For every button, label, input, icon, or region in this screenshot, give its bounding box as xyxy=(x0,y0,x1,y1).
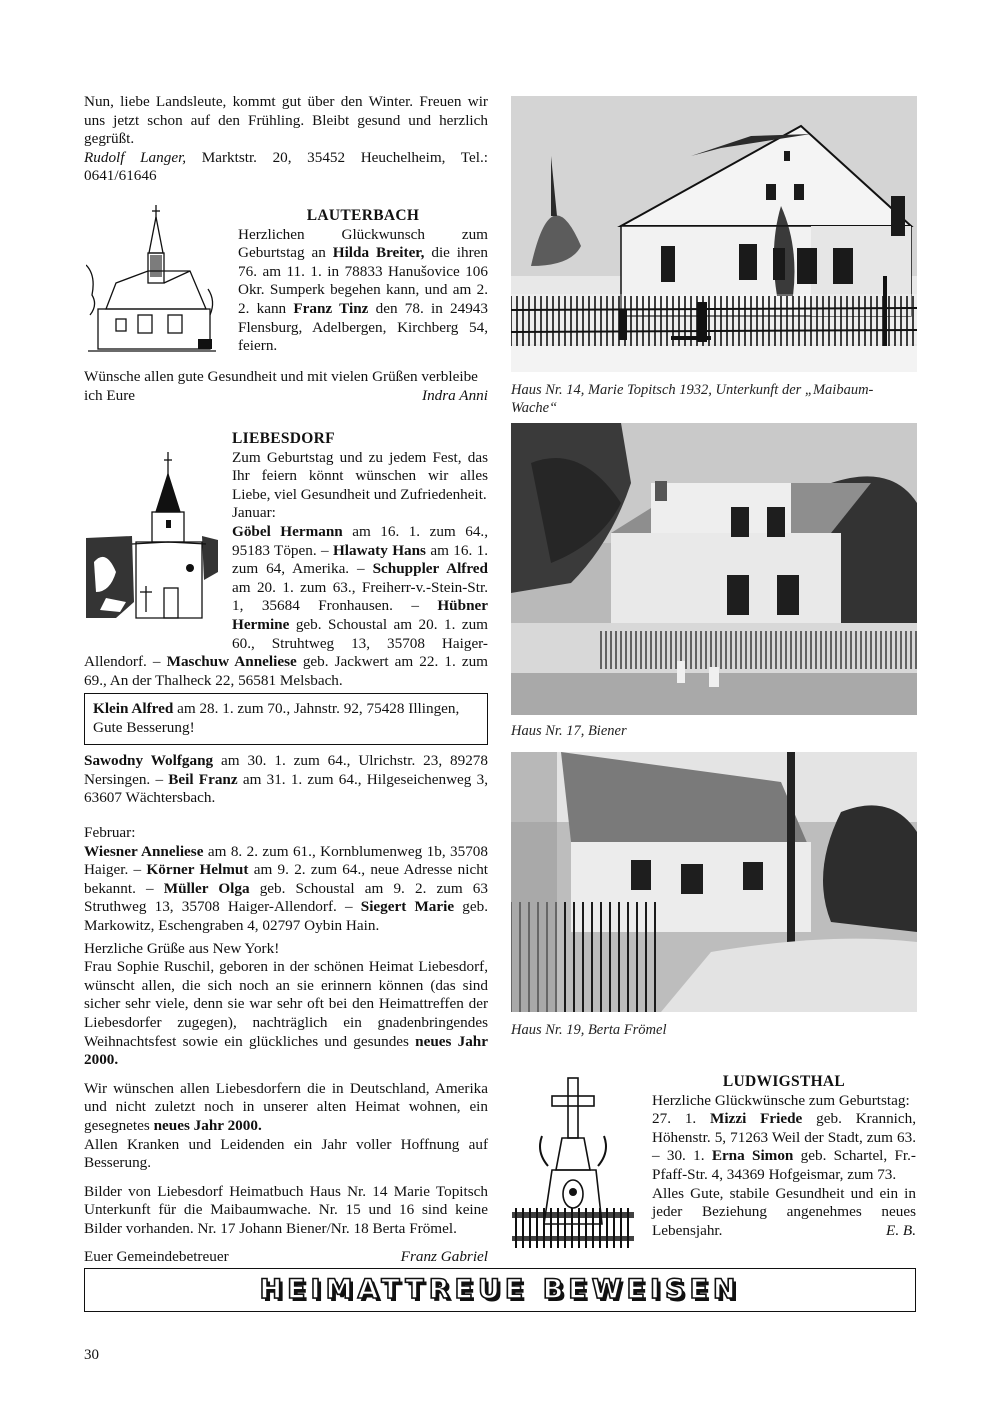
jan-7-name: Beil Franz xyxy=(168,770,238,788)
photo-haus-19 xyxy=(511,752,917,1012)
ny-bold: neues Jahr 2000. xyxy=(84,1032,488,1069)
highlight-box xyxy=(84,693,488,745)
box-name: Klein Alfred xyxy=(93,700,174,717)
liebesdorf-closing xyxy=(84,1248,488,1267)
page-number: 30 xyxy=(84,1347,99,1363)
caption-haus-17: Haus Nr. 17, Biener xyxy=(511,723,627,739)
ludwigsthal-wish xyxy=(652,1185,916,1241)
ludwigsthal-section xyxy=(652,1073,916,1240)
jan-4-text: geb. Schoustal am 20. 1. zum 60., Struhtweg 13, 35708 Haiger-Allendorf. – xyxy=(84,615,488,671)
ludwigsthal-initials: E. B. xyxy=(886,1221,916,1239)
lauterbach-church-illustration xyxy=(86,205,218,353)
liebesdorf-february xyxy=(84,824,488,1267)
lauterbach-text-a: Herzlichen Glückwunsch zum Geburtstag an xyxy=(238,225,488,262)
intro-author-name: Rudolf Langer, xyxy=(84,148,187,166)
pictures-text: Bilder von Liebesdorf Heimatbuch Haus Nr. 14 Marie Topitsch Unterkunft für die Maibaumwache. Nr. 15 und 16 sind keine Bilder vorhanden. Nr. 17 Johann Biener/Nr. 18 Berta Frömel. xyxy=(84,1182,488,1237)
feb-3-text: geb. Schoustal am 9. 2. zum 63 Struthweg 13, 35708 Haiger-Allendorf. – xyxy=(84,879,488,916)
lauterbach-heading: LAUTERBACH xyxy=(306,207,420,224)
jan-7-text: am 31. 1. zum 64., Hilgeseichenweg 3, 63607 Wächtersbach. xyxy=(84,770,489,807)
jan-4-name: Hübner Hermine xyxy=(232,597,488,633)
ludwigsthal-entries xyxy=(652,1110,916,1184)
intro-author-address: Marktstr. 20, 35452 Heuchelheim, Tel.: 0641/61646 xyxy=(84,148,488,185)
feb-4-name: Siegert Marie xyxy=(360,898,455,916)
late-january-list xyxy=(84,752,488,808)
ludwigsthal-name-1: Mizzi Friede xyxy=(710,1110,803,1128)
banner-text: HEIMATTREUE BEWEISEN xyxy=(259,1273,741,1305)
photo-haus-14 xyxy=(511,96,917,372)
liebesdorf-closing-label: Euer Gemeindebetreuer xyxy=(84,1248,229,1266)
jan-2-text: am 16. 1. zum 64, Amerika. – xyxy=(232,541,488,578)
lauterbach-person-2: Franz Tinz xyxy=(293,299,369,317)
jan-3-text: am 20. 1. zum 63., Freiherr-v.-Stein-Str. 1, 35684 Fronhausen. – xyxy=(232,578,488,615)
feb-1-text: am 8. 2. zum 61., Kornblumenweg 1b, 35708 Haiger. – xyxy=(84,842,488,879)
jan-6-text: am 30. 1. zum 64., Ulrichstr. 23, 89278 Nersingen. – xyxy=(84,752,488,788)
jan-5-name: Maschuw Anneliese xyxy=(166,653,297,671)
jan-1-name: Göbel Hermann xyxy=(232,522,343,540)
february-list xyxy=(84,843,488,936)
lauterbach-closing xyxy=(84,368,488,405)
liebesdorf-late-january xyxy=(84,752,488,808)
wish-text xyxy=(84,1080,488,1136)
liebesdorf-january-text xyxy=(84,449,488,691)
caption-haus-19: Haus Nr. 19, Berta Frömel xyxy=(511,1022,667,1038)
lauterbach-text-c: den 78. in 24943 Flensburg, Adelbergen, Kirchberg 54, feiern. xyxy=(238,299,488,355)
feb-2-text: am 9. 2. zum 64., neue Adresse nicht bekannt. – xyxy=(84,861,489,897)
intro-greeting: Nun, liebe Landsleute, kommt gut über den Winter. Freuen wir uns jetzt schon auf den Frühling. Bleibt gesund und herzlich gegrüßt. xyxy=(84,93,488,148)
caption-haus-14: Haus Nr. 14, Marie Topitsch 1932, Unterkunft der „Maibaum-Wache“ xyxy=(511,382,874,416)
new-york-heading: Herzliche Grüße aus New York! xyxy=(84,939,280,957)
sick-text: Allen Kranken und Leidenden ein Jahr voller Hoffnung auf Besserung. xyxy=(84,1135,488,1172)
ny-text: Frau Sophie Ruschil, geboren in der schönen Heimat Liebesdorf, wünscht allen, die sich noch an sie erinnern können (das sind sicher sehr viele, denn sie war sehr oft bei den Heimattreffen der Liebesdorfer zugegen), nachträglich ein gnadenbringendes Weihnachtsfest sowie ein glückliches und gesundes xyxy=(84,958,488,1050)
ludwigsthal-date-1: 27. 1. xyxy=(652,1110,711,1128)
lauterbach-greeting xyxy=(238,226,488,356)
lauterbach-closing-line-2: ich Eure xyxy=(84,386,136,404)
liebesdorf-section xyxy=(84,430,488,690)
lauterbach-signature: Indra Anni xyxy=(422,386,488,404)
intro-author xyxy=(84,149,488,186)
ludwigsthal-text-2: geb. Schartel, Fr.-Pfaff-Str. 4, 34369 Hofgeismar, zum 73. xyxy=(652,1147,916,1183)
wish-body: Wir wünschen allen Liebesdorfern die in Deutschland, Amerika und nicht zuletzt noch in unserer alten Heimat wohnen, ein gesegnetes xyxy=(84,1079,488,1134)
feb-3-name: Müller Olga xyxy=(163,879,250,897)
lauterbach-closing-line-1: Wünsche allen gute Gesundheit und mit vielen Grüßen verbleibe xyxy=(84,368,478,385)
jan-2-name: Hlawaty Hans xyxy=(332,541,426,559)
feb-4-text: geb. Markowitz, Eschengraben 4, 02797 Oybin Hain. xyxy=(84,898,488,934)
liebesdorf-signature: Franz Gabriel xyxy=(400,1248,488,1266)
jan-3-name: Schuppler Alfred xyxy=(372,560,488,578)
ludwigsthal-wish-text: Alles Gute, stabile Gesundheit und ein in jeder Beziehung angenehmes neues Lebensjahr. xyxy=(652,1184,916,1239)
ludwigsthal-intro: Herzliche Glückwünsche zum Geburtstag: xyxy=(652,1091,910,1109)
ludwigsthal-cross-illustration xyxy=(512,1074,634,1252)
liebesdorf-illustration-spacer xyxy=(84,449,232,639)
photo-haus-17 xyxy=(511,423,917,715)
feb-2-name: Körner Helmut xyxy=(146,861,249,879)
liebesdorf-heading: LIEBESDORF xyxy=(232,430,335,447)
wish-bold: neues Jahr 2000. xyxy=(153,1116,262,1134)
liebesdorf-january-label: Januar: xyxy=(232,504,276,522)
lauterbach-person-1: Hilda Breiter, xyxy=(332,244,425,262)
jan-5-text: geb. Jackwert am 22. 1. zum 69., An der Thalheck 22, 56581 Melsbach. xyxy=(84,653,488,689)
new-york-text xyxy=(84,958,488,1070)
ludwigsthal-heading: LUDWIGSTHAL xyxy=(722,1073,846,1090)
feb-1-name: Wiesner Anneliese xyxy=(84,842,204,860)
jan-6-name: Sawodny Wolfgang xyxy=(84,752,214,769)
ludwigsthal-name-2: Erna Simon xyxy=(711,1147,794,1165)
highlight-box-text xyxy=(93,700,479,737)
lauterbach-section xyxy=(238,207,488,356)
banner xyxy=(84,1268,916,1312)
liebesdorf-intro: Zum Geburtstag und zu jedem Fest, das Ihr feiern könnt wünschen wir alles Liebe, viel Gesundheit und Zufriedenheit. xyxy=(232,448,488,503)
ludwigsthal-text-1: geb. Krannich, Höhenstr. 5, 71263 Weil der Stadt, zum 63. – 30. 1. xyxy=(652,1110,917,1165)
lauterbach-text-b: die ihren 76. am 11. 1. in 78833 Hanušovice 106 Okr. Sumperk begehen kann, und am 2. 2. kann xyxy=(238,244,488,317)
february-label: Februar: xyxy=(84,824,136,841)
box-text: am 28. 1. zum 70., Jahnstr. 92, 75428 Illingen, Gute Besserung! xyxy=(93,700,460,736)
jan-1-text: am 16. 1. zum 64., 95183 Töpen. – xyxy=(232,522,489,559)
intro-block xyxy=(84,93,488,186)
